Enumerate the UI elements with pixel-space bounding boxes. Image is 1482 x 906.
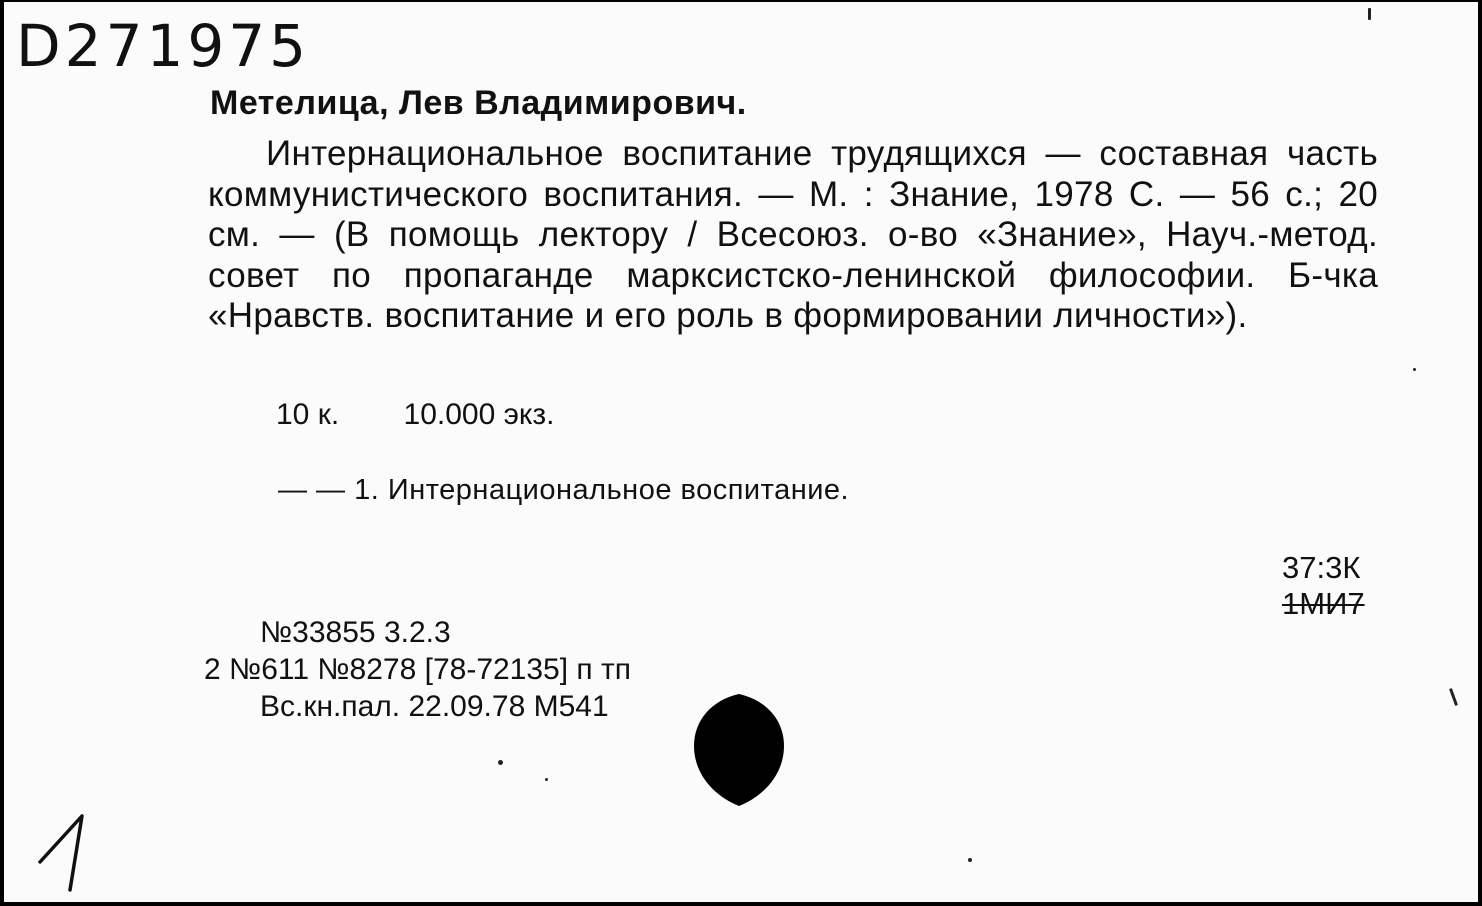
code-line-1: №33855 3.2.3 (260, 616, 451, 649)
price-line (276, 398, 610, 432)
classification-block (1282, 550, 1365, 622)
punched-hole-icon (692, 694, 786, 806)
handwritten-number: D271975 (16, 12, 311, 80)
speck (545, 778, 548, 781)
price: 10 к. (276, 398, 340, 431)
speck (968, 858, 972, 862)
classification-code: 37:3К (1282, 550, 1361, 585)
code-line-2: 2 №611 №8278 [78-72135] п тп (204, 653, 631, 686)
registration-codes (204, 614, 631, 725)
speck (1449, 688, 1458, 706)
author-heading: Метелица, Лев Владимирович. (210, 84, 747, 122)
print-run: 10.000 экз. (403, 398, 555, 431)
bibliographic-description: Интернациональное воспитание трудящихся — составная часть коммунистического воспитания. — М. : Знание, 1978 С. — 56 с.; 20 см. — (В помощь лектору / Всесоюз. о-во «Знание», Науч.-метод. совет по пропаганде марксистско-ленинской философии. Б-чка «Нравств. воспитание и его роль в формировании личности»). (208, 134, 1378, 335)
code-line-3: Вс.кн.пал. 22.09.78 М541 (260, 690, 609, 723)
speck (498, 760, 503, 765)
subject-heading: — — 1. Интернациональное воспитание. (278, 474, 850, 506)
struck-classification-code: 1МИ7 (1282, 586, 1365, 621)
speck (1413, 368, 1416, 371)
speck (1368, 8, 1371, 20)
handwritten-mark (34, 810, 94, 894)
